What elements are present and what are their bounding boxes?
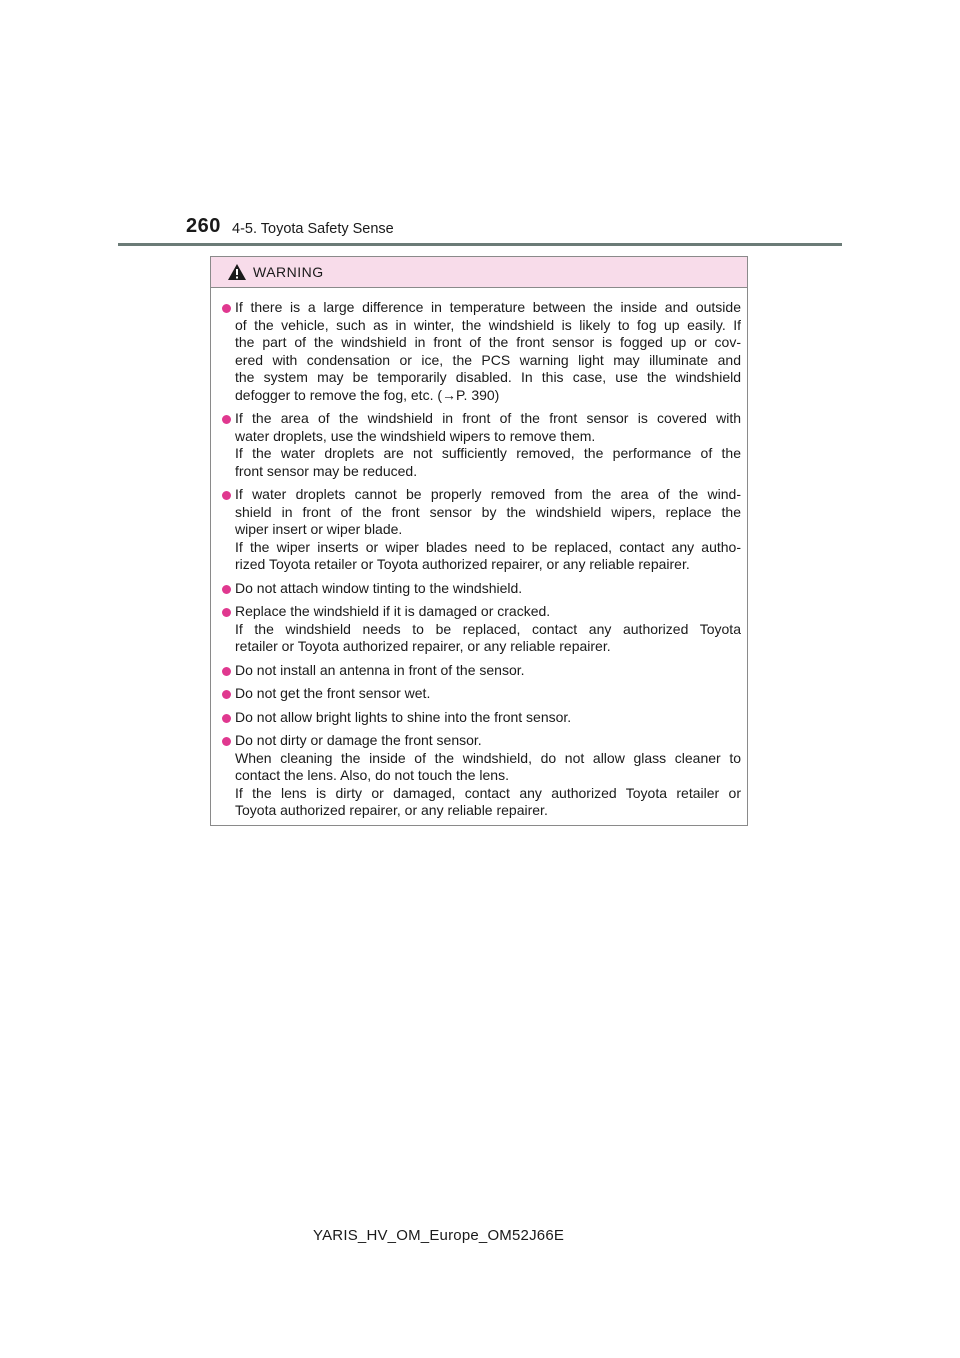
warning-header: [211, 257, 747, 288]
warning-label: WARNING: [253, 264, 324, 280]
warning-text-line: wiper insert or wiper blade.: [235, 521, 403, 537]
warning-text-line: If the area of the windshield in front of the front sensor is covered with: [235, 410, 741, 426]
page-number: 260: [186, 215, 221, 237]
warning-text-line: the part of the windshield in front of the front sensor is fogged up or cov-: [235, 334, 741, 350]
warning-text-line: Do not install an antenna in front of the sensor.: [235, 661, 525, 678]
warning-item: [222, 709, 741, 727]
bullet-icon: [222, 415, 231, 424]
warning-text-line: Replace the windshield if it is damaged or cracked.: [235, 603, 551, 619]
warning-text-line: retailer or Toyota authorized repairer, or any reliable repairer.: [235, 638, 611, 654]
warning-text-line: of the vehicle, such as in winter, the windshield is likely to fog up easily. If: [235, 316, 741, 333]
warning-item-text: [235, 486, 741, 574]
warning-item: [222, 662, 741, 680]
warning-item: [222, 732, 741, 820]
warning-text-line: Do not attach window tinting to the windshield.: [235, 579, 523, 596]
warning-text-line: contact the lens. Also, do not touch the lens.: [235, 767, 509, 783]
warning-item: [222, 685, 741, 703]
warning-box: [210, 256, 748, 826]
warning-text-line: If water droplets cannot be properly removed from the area of the wind-: [235, 486, 741, 502]
warning-item-text: [235, 685, 741, 703]
warning-text-line: Do not get the front sensor wet.: [235, 685, 431, 701]
warning-text-line: the system may be temporarily disabled. In this case, use the windshield: [235, 369, 741, 385]
warning-triangle-icon: [227, 263, 247, 281]
bullet-icon: [222, 491, 231, 500]
warning-item: [222, 410, 741, 480]
warning-item: [222, 299, 741, 404]
warning-item-text: [235, 603, 741, 656]
warning-text-line: ered with condensation or ice, the PCS warning light may illuminate and: [235, 351, 741, 368]
bullet-icon: [222, 585, 231, 594]
warning-text-line: If the windshield needs to be replaced, contact any authorized Toyota: [235, 620, 741, 637]
warning-text-line: If the lens is dirty or damaged, contact any authorized Toyota retailer or: [235, 784, 741, 801]
header-rule: [118, 243, 842, 246]
warning-item: [222, 580, 741, 598]
warning-item-text: [235, 299, 741, 404]
warning-item-text: [235, 580, 741, 598]
warning-item-text: [235, 662, 741, 680]
warning-text-line: front sensor may be reduced.: [235, 462, 418, 479]
bullet-icon: [222, 714, 231, 723]
footer-code: YARIS_HV_OM_Europe_OM52J66E: [313, 1227, 565, 1244]
warning-text-line: Do not dirty or damage the front sensor.: [235, 732, 482, 748]
warning-text-line: If there is a large difference in temperature between the inside and outside: [235, 299, 741, 315]
warning-text-line: If the water droplets are not sufficiently removed, the performance of the: [235, 445, 741, 461]
warning-item-text: [235, 732, 741, 820]
section-title: 4-5. Toyota Safety Sense: [232, 221, 394, 237]
warning-text-line: If the wiper inserts or wiper blades need to be replaced, contact any autho-: [235, 538, 741, 555]
bullet-icon: [222, 737, 231, 746]
warning-item: [222, 486, 741, 574]
bullet-icon: [222, 608, 231, 617]
warning-body: [211, 288, 747, 820]
warning-item: [222, 603, 741, 656]
warning-item-text: [235, 410, 741, 480]
warning-text-line: rized Toyota retailer or Toyota authorized repairer, or any reliable repairer.: [235, 556, 690, 572]
warning-text-line: When cleaning the inside of the windshield, do not allow glass cleaner to: [235, 749, 741, 766]
warning-text-line: shield in front of the front sensor by the windshield wipers, replace the: [235, 503, 741, 520]
warning-text-line: Do not allow bright lights to shine into the front sensor.: [235, 708, 572, 725]
warning-text-line: Toyota authorized repairer, or any reliable repairer.: [235, 802, 548, 818]
bullet-icon: [222, 667, 231, 676]
warning-text-line: water droplets, use the windshield wipers to remove them.: [235, 427, 596, 444]
warning-text-line: defogger to remove the fog, etc. (→P. 390): [235, 386, 500, 403]
warning-item-text: [235, 709, 741, 727]
bullet-icon: [222, 304, 231, 313]
bullet-icon: [222, 690, 231, 699]
